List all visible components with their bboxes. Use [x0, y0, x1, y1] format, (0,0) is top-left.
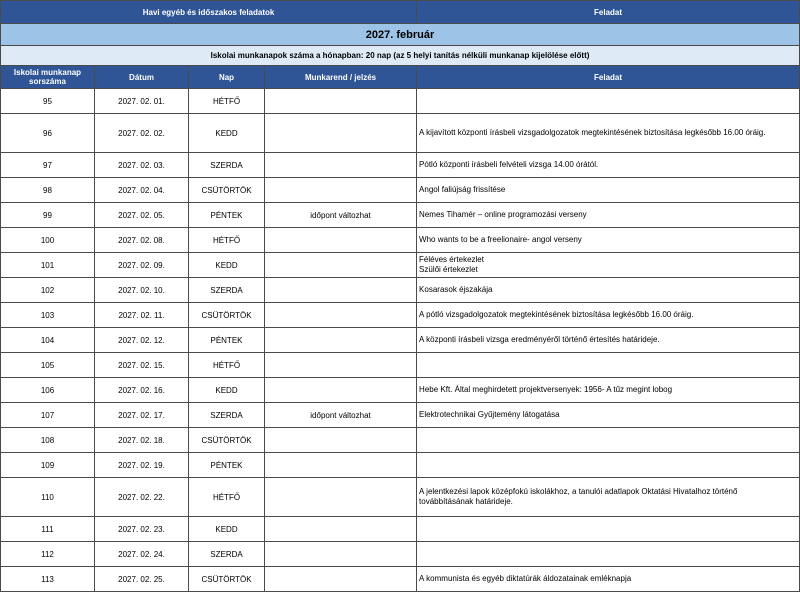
row-num-cell: 99: [1, 203, 95, 228]
workdays-info: Iskolai munkanapok száma a hónapban: 20 nap (az 5 helyi tanítás nélküli munkanap kijelölése előtt): [1, 46, 800, 66]
table-row: [1, 542, 800, 567]
row-num-cell: 109: [1, 453, 95, 478]
row-task-cell: [417, 278, 800, 303]
row-day-cell: CSÜTÖRTÖK: [189, 178, 265, 203]
row-day-cell: HÉTFŐ: [189, 228, 265, 253]
col-header-num: Iskolai munkanap sorszáma: [1, 66, 95, 89]
row-num-cell: 111: [1, 517, 95, 542]
task-line: A pótló vizsgadolgozatok megtekintésének biztosítása legkésőbb 16.00 óráig.: [419, 310, 694, 319]
row-date-cell: 2027. 02. 05.: [95, 203, 189, 228]
row-num-cell: 106: [1, 378, 95, 403]
month-title: 2027. február: [1, 24, 800, 46]
row-mode-cell: [265, 114, 417, 153]
task-line: Nemes Tihamér – online programozási verseny: [419, 210, 587, 219]
row-task-cell: [417, 228, 800, 253]
table-row: [1, 517, 800, 542]
row-num-cell: 97: [1, 153, 95, 178]
row-num-cell: 104: [1, 328, 95, 353]
table-row: [1, 567, 800, 592]
table-row: [1, 253, 800, 278]
row-task-cell: [417, 378, 800, 403]
row-mode-cell: [265, 253, 417, 278]
col-header-task: Feladat: [417, 66, 800, 89]
task-line: Féléves értekezlet: [419, 255, 484, 264]
table-row: [1, 178, 800, 203]
row-task-cell: [417, 328, 800, 353]
row-task-cell: [417, 403, 800, 428]
row-day-cell: PÉNTEK: [189, 203, 265, 228]
row-date-cell: 2027. 02. 03.: [95, 153, 189, 178]
row-date-cell: 2027. 02. 08.: [95, 228, 189, 253]
row-mode-cell: [265, 353, 417, 378]
row-date-cell: 2027. 02. 16.: [95, 378, 189, 403]
task-line: A jelentkezési lapok középfokú iskolákhoz, a tanulói adatlapok Oktatási Hivatalhoz történő: [419, 487, 738, 496]
table-row: [1, 353, 800, 378]
row-task-cell: [417, 89, 800, 114]
row-num-cell: 101: [1, 253, 95, 278]
row-day-cell: CSÜTÖRTÖK: [189, 303, 265, 328]
row-date-cell: 2027. 02. 01.: [95, 89, 189, 114]
row-task-cell: [417, 542, 800, 567]
task-line: Elektrotechnikai Gyűjtemény látogatása: [419, 410, 560, 419]
row-mode-cell: időpont változhat: [265, 403, 417, 428]
row-num-cell: 112: [1, 542, 95, 567]
row-task-cell: [417, 353, 800, 378]
row-day-cell: SZERDA: [189, 278, 265, 303]
table-row: [1, 114, 800, 153]
task-line: Szülői értekezlet: [419, 265, 478, 274]
row-date-cell: 2027. 02. 10.: [95, 278, 189, 303]
table-row: [1, 153, 800, 178]
row-mode-cell: [265, 453, 417, 478]
row-task-cell: [417, 428, 800, 453]
row-day-cell: HÉTFŐ: [189, 478, 265, 517]
task-line: Pótló központi írásbeli felvételi vizsga 14.00 órától.: [419, 160, 599, 169]
row-day-cell: CSÜTÖRTÖK: [189, 428, 265, 453]
task-line: Who wants to be a freelionaire- angol verseny: [419, 235, 582, 244]
row-day-cell: CSÜTÖRTÖK: [189, 567, 265, 592]
row-num-cell: 105: [1, 353, 95, 378]
row-mode-cell: [265, 278, 417, 303]
row-task-cell: [417, 153, 800, 178]
row-date-cell: 2027. 02. 18.: [95, 428, 189, 453]
table-row: [1, 328, 800, 353]
task-line: Angol faliújság frissítése: [419, 185, 506, 194]
row-mode-cell: [265, 153, 417, 178]
task-line: továbbításának határideje.: [419, 497, 513, 506]
row-mode-cell: [265, 567, 417, 592]
row-date-cell: 2027. 02. 12.: [95, 328, 189, 353]
row-date-cell: 2027. 02. 09.: [95, 253, 189, 278]
table-row: [1, 403, 800, 428]
row-num-cell: 100: [1, 228, 95, 253]
task-line: Kosarasok éjszakája: [419, 285, 493, 294]
row-task-cell: [417, 203, 800, 228]
row-mode-cell: [265, 542, 417, 567]
row-mode-cell: időpont változhat: [265, 203, 417, 228]
row-num-cell: 95: [1, 89, 95, 114]
row-day-cell: HÉTFŐ: [189, 89, 265, 114]
row-task-cell: [417, 517, 800, 542]
row-mode-cell: [265, 428, 417, 453]
row-date-cell: 2027. 02. 02.: [95, 114, 189, 153]
row-num-cell: 108: [1, 428, 95, 453]
task-line: A központi írásbeli vizsga eredményéről történő értesítés határideje.: [419, 335, 660, 344]
row-num-cell: 110: [1, 478, 95, 517]
row-date-cell: 2027. 02. 11.: [95, 303, 189, 328]
row-date-cell: 2027. 02. 19.: [95, 453, 189, 478]
table-row: [1, 303, 800, 328]
table-row: [1, 478, 800, 517]
row-day-cell: PÉNTEK: [189, 328, 265, 353]
table-body: [1, 89, 800, 592]
row-mode-cell: [265, 478, 417, 517]
row-task-cell: [417, 567, 800, 592]
row-date-cell: 2027. 02. 17.: [95, 403, 189, 428]
row-task-cell: [417, 478, 800, 517]
task-line: Hebe Kft. Által meghirdetett projektversenyek: 1956- A tűz megint lobog: [419, 385, 673, 394]
table-row: [1, 453, 800, 478]
row-num-cell: 98: [1, 178, 95, 203]
row-date-cell: 2027. 02. 15.: [95, 353, 189, 378]
row-num-cell: 102: [1, 278, 95, 303]
row-task-cell: [417, 178, 800, 203]
row-day-cell: PÉNTEK: [189, 453, 265, 478]
table-row: [1, 89, 800, 114]
row-mode-cell: [265, 517, 417, 542]
row-task-cell: [417, 114, 800, 153]
table-row: [1, 428, 800, 453]
row-num-cell: 107: [1, 403, 95, 428]
row-day-cell: KEDD: [189, 517, 265, 542]
row-num-cell: 96: [1, 114, 95, 153]
col-header-mode: Munkarend / jelzés: [265, 66, 417, 89]
row-task-cell: [417, 303, 800, 328]
row-num-cell: 103: [1, 303, 95, 328]
row-date-cell: 2027. 02. 04.: [95, 178, 189, 203]
row-day-cell: SZERDA: [189, 403, 265, 428]
table-row: [1, 378, 800, 403]
task-line: A kommunista és egyéb diktatúrák áldozatainak emléknapja: [419, 574, 632, 583]
row-day-cell: SZERDA: [189, 542, 265, 567]
row-date-cell: 2027. 02. 25.: [95, 567, 189, 592]
row-mode-cell: [265, 378, 417, 403]
row-day-cell: HÉTFŐ: [189, 353, 265, 378]
row-task-cell: [417, 253, 800, 278]
row-day-cell: SZERDA: [189, 153, 265, 178]
table-row: [1, 278, 800, 303]
row-mode-cell: [265, 178, 417, 203]
row-task-cell: [417, 453, 800, 478]
row-day-cell: KEDD: [189, 378, 265, 403]
row-date-cell: 2027. 02. 23.: [95, 517, 189, 542]
row-mode-cell: [265, 89, 417, 114]
row-num-cell: 113: [1, 567, 95, 592]
table-row: [1, 228, 800, 253]
row-mode-cell: [265, 328, 417, 353]
row-mode-cell: [265, 303, 417, 328]
col-header-date: Dátum: [95, 66, 189, 89]
row-mode-cell: [265, 228, 417, 253]
col-header-day: Nap: [189, 66, 265, 89]
header-right-title: Feladat: [417, 1, 800, 24]
row-date-cell: 2027. 02. 24.: [95, 542, 189, 567]
table-row: [1, 203, 800, 228]
task-line: A kijavított központi írásbeli vizsgadolgozatok megtekintésének biztosítása legkésőbb 16.00 óráig.: [419, 128, 766, 137]
row-day-cell: KEDD: [189, 253, 265, 278]
header-left-title: Havi egyéb és időszakos feladatok: [1, 1, 417, 24]
row-date-cell: 2027. 02. 22.: [95, 478, 189, 517]
row-day-cell: KEDD: [189, 114, 265, 153]
